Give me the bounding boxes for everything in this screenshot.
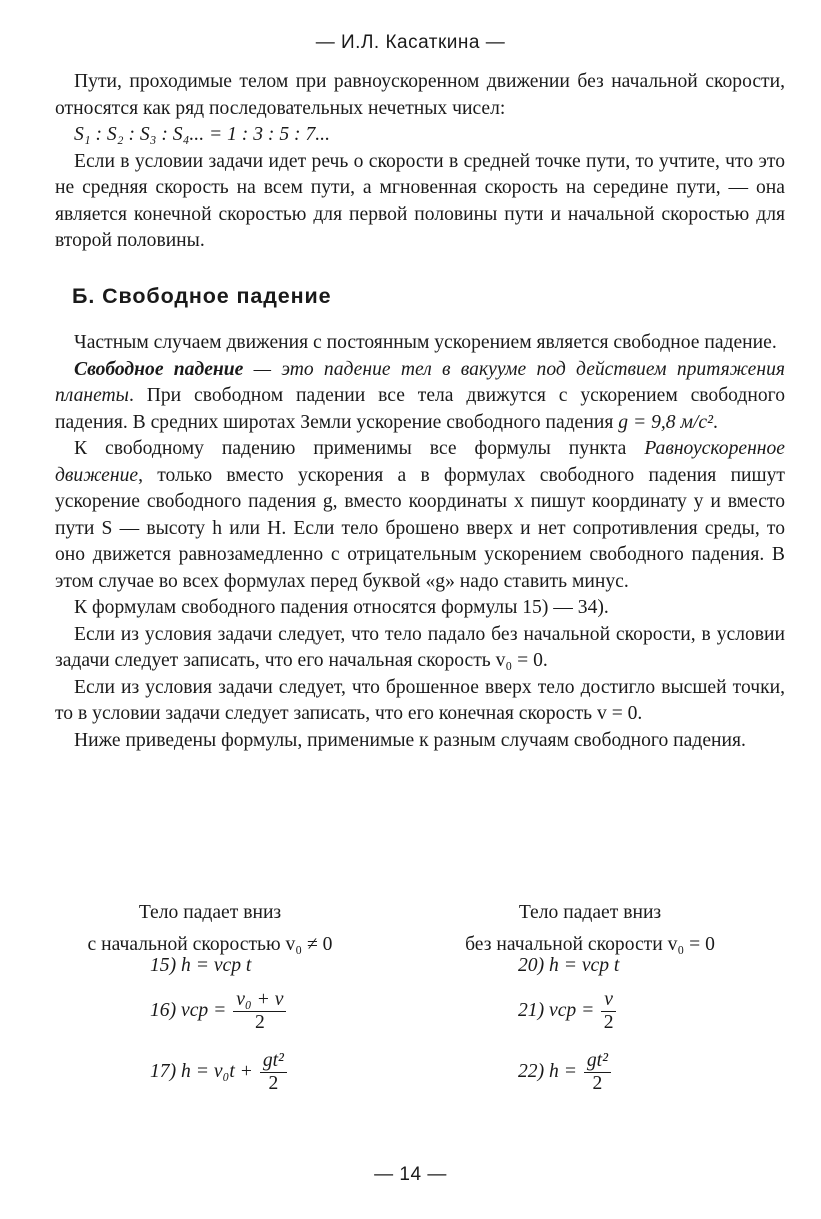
paragraph-free-fall-intro: Частным случаем движения с постоянным ускорением является свободное падение. bbox=[74, 332, 777, 353]
formula-15: 15) h = vср t bbox=[150, 955, 252, 976]
column-heading: Тело падает вниз bbox=[138, 902, 282, 923]
paragraph-zero-initial-speed: Если из условия задачи следует, что тело падало без начальной скорости, в условии задачи следует записать, что его начальная скорость v₀ = 0. bbox=[55, 623, 785, 671]
paragraph-midpoint-speed: Если в условии задачи идет речь о скорости в средней точке пути, то учтите, что это не средняя скорость на всем пути, а мгновенная скорость на середине пути, — она является конечной скоростью для первой половины пути и начальной скоростью для второй половины. bbox=[55, 150, 785, 251]
formula-16: 16) vср = $\frac{\text{v₀ + v}}{2}$ bbox=[150, 989, 288, 1034]
formula-21: 21) vср = $\frac{v}{2}$ bbox=[518, 989, 618, 1034]
fraction: $\frac{\text{gt²}}{2}$ bbox=[260, 1050, 287, 1095]
formula-17: 17) h = v₀t + $\frac{\text{gt²}}{2}$ bbox=[150, 1050, 289, 1095]
column-subheading: без начальной скорости v₀ = 0 bbox=[465, 934, 715, 955]
definition-text: — это падение тел в вакууме под действием притяжения планеты bbox=[55, 358, 785, 406]
ratio-formula: S₁ : S₂ : S₃ : S₄... = 1 : 3 : 5 : 7... bbox=[74, 124, 330, 145]
column-subheading: с начальной скоростью v₀ ≠ 0 bbox=[87, 934, 333, 955]
paragraph-zero-final-speed: Если из условия задачи следует, что брошенное вверх тело достигло высшей точки, то в условии задачи следует записать, что его конечная скорость v = 0. bbox=[55, 676, 785, 724]
section-title: Б. Свободное падение bbox=[72, 283, 332, 308]
paragraph-formula-range: К формулам свободного падения относятся формулы 15) — 34). bbox=[74, 597, 609, 618]
formula-column-without-initial-speed bbox=[400, 897, 780, 961]
fraction: $\frac{\text{v₀ + v}}{2}$ bbox=[233, 989, 286, 1034]
fraction: $\frac{\text{gt²}}{2}$ bbox=[584, 1050, 611, 1095]
formula-22: 22) h = $\frac{\text{gt²}}{2}$ bbox=[518, 1050, 613, 1095]
paragraph-free-fall-definition: Свободное падение — это падение тел в вакууме под действием притяжения планеты. При свободном падении все тела движутся с ускорением свободного падения. В средних широтах Земли ускорение свободного падения g = 9,8 м/с². bbox=[55, 358, 785, 433]
page-number: — 14 — bbox=[374, 1164, 447, 1185]
formula-20: 20) h = vср t bbox=[518, 955, 620, 976]
column-heading: Тело падает вниз bbox=[518, 902, 662, 923]
fraction: $\frac{v}{2}$ bbox=[601, 989, 616, 1034]
running-header: — И.Л. Касаткина — bbox=[315, 32, 506, 53]
page-body bbox=[55, 69, 785, 754]
formula-column-with-initial-speed bbox=[20, 897, 400, 961]
gravity-value: g = 9,8 м/с² bbox=[618, 411, 713, 433]
paragraph-formulas-applicable: К свободному падению применимы все формулы пункта Равноускоренное движение, только вместо ускорения a в формулах свободного падения пишут ускорение свободного падения g, вместо координаты x пишут координату y и вместо пути S — высоту h или H. Если тело брошено вверх и нет сопротивления среды, то оно движется равнозамедленно с отрицательным ускорением свободного падения. В этом случае во всех формулах перед буквой «g» надо ставить минус. bbox=[55, 438, 785, 592]
definition-term: Свободное падение bbox=[74, 358, 244, 380]
paragraph-formulas-below: Ниже приведены формулы, применимые к разным случаям свободного падения. bbox=[74, 729, 746, 751]
paragraph-path-ratio: Пути, проходимые телом при равноускоренном движении без начальной скорости, относятся как ряд последовательных нечетных чисел: bbox=[55, 71, 785, 119]
